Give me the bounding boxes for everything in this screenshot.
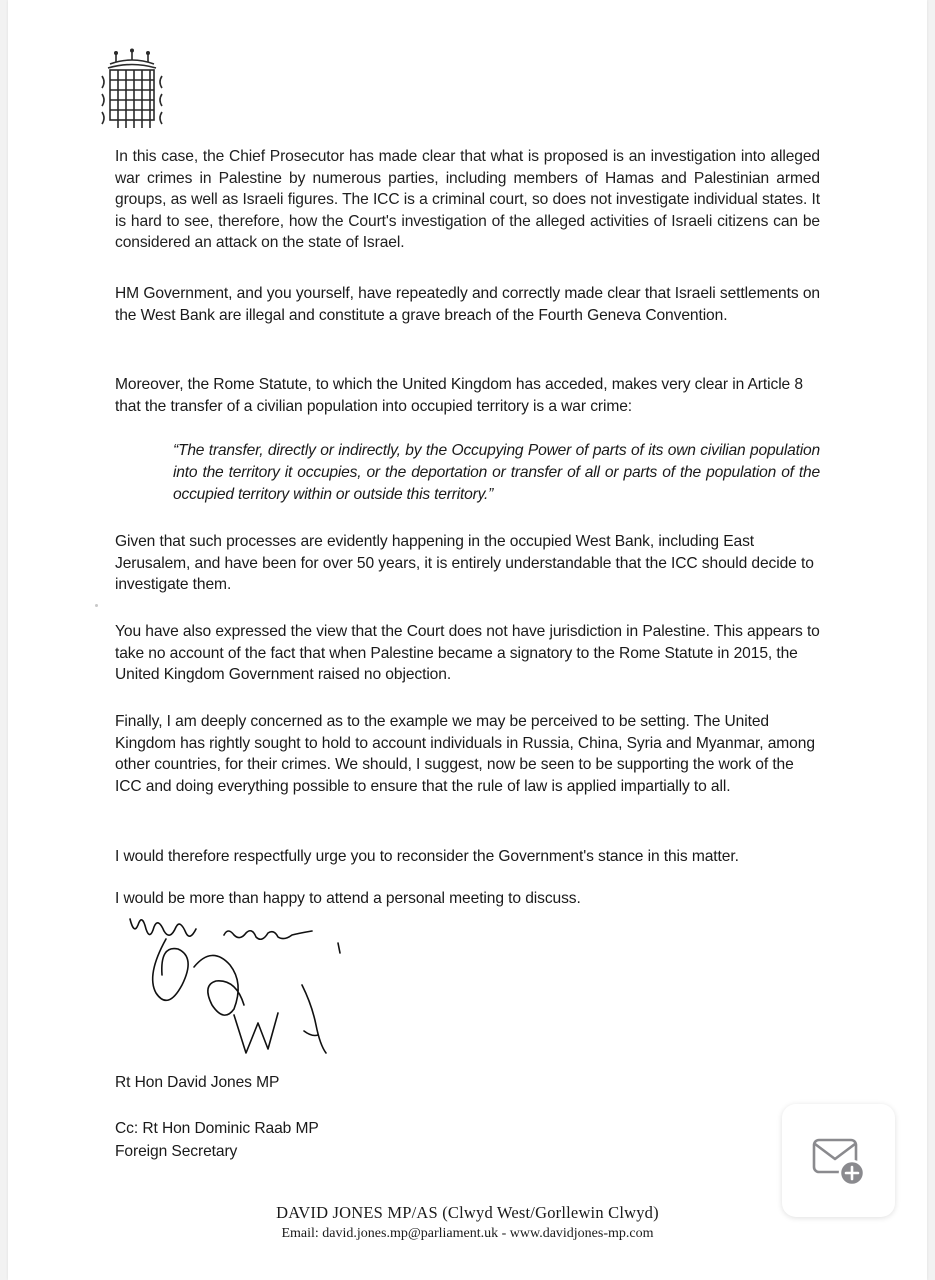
signatory-name: Rt Hon David Jones MP — [115, 1074, 280, 1091]
mail-add-icon — [811, 1136, 867, 1186]
paragraph-jurisdiction-palestine: You have also expressed the view that the Court does not have jurisdiction in Palestine. This appears to take no account of the fact that when Palestine became a signatory to the Rome Statute in 2015, the United Kingdom Government raised no objection. — [115, 623, 820, 683]
paragraph-rome-statute: Moreover, the Rome Statute, to which the United Kingdom has acceded, makes very clear in Article 8 that the transfer of a civilian population into occupied territory is a war crime: — [115, 376, 803, 415]
handwritten-signature — [116, 905, 356, 1065]
letterhead-footer-contact: Email: david.jones.mp@parliament.uk - www.davidjones-mp.com — [281, 1226, 654, 1241]
cc-line: Cc: Rt Hon Dominic Raab MP — [115, 1120, 319, 1137]
letterhead-footer-name: DAVID JONES MP/AS (Clwyd West/Gorllewin Clwyd) — [276, 1203, 659, 1222]
portcullis-crest-icon — [96, 48, 168, 130]
add-to-mail-button[interactable] — [782, 1104, 895, 1217]
paragraph-urge: I would therefore respectfully urge you to reconsider the Government's stance in this matter. — [115, 848, 739, 865]
paragraph-settlements: HM Government, and you yourself, have repeatedly and correctly made clear that Israeli settlements on the West Bank are illegal and constitute a grave breach of the Fourth Geneva Convention. — [115, 285, 820, 324]
paragraph-west-bank: Given that such processes are evidently happening in the occupied West Bank, including East Jerusalem, and have been for over 50 years, it is entirely understandable that the ICC should decide to investigate them. — [115, 533, 814, 593]
paragraph-meeting: I would be more than happy to attend a personal meeting to discuss. — [115, 890, 581, 907]
letter-page — [8, 0, 927, 1280]
scan-speck — [95, 604, 98, 607]
cc-title: Foreign Secretary — [115, 1143, 238, 1160]
paragraph-example: Finally, I am deeply concerned as to the example we may be perceived to be setting. The United Kingdom has rightly sought to hold to account individuals in Russia, China, Syria and Myanmar, among other countries, for their crimes. We should, I suggest, now be seen to be supporting the work of the ICC and doing everything possible to ensure that the rule of law is applied impartially to all. — [115, 713, 815, 795]
article-8-quote: “The transfer, directly or indirectly, by the Occupying Power of parts of its own civilian population into the territory it occupies, or the deportation or transfer of all or parts of the population of the occupied territory within or outside this territory.” — [173, 442, 820, 503]
paragraph-jurisdiction: In this case, the Chief Prosecutor has made clear that what is proposed is an investigation into alleged war crimes in Palestine by numerous parties, including members of Hamas and Palestinian armed groups, as well as Israeli figures. The ICC is a criminal court, so does not investigate individual states. It is hard to see, therefore, how the Court's investigation of the alleged activities of Israeli citizens can be considered an attack on the state of Israel. — [115, 148, 820, 251]
